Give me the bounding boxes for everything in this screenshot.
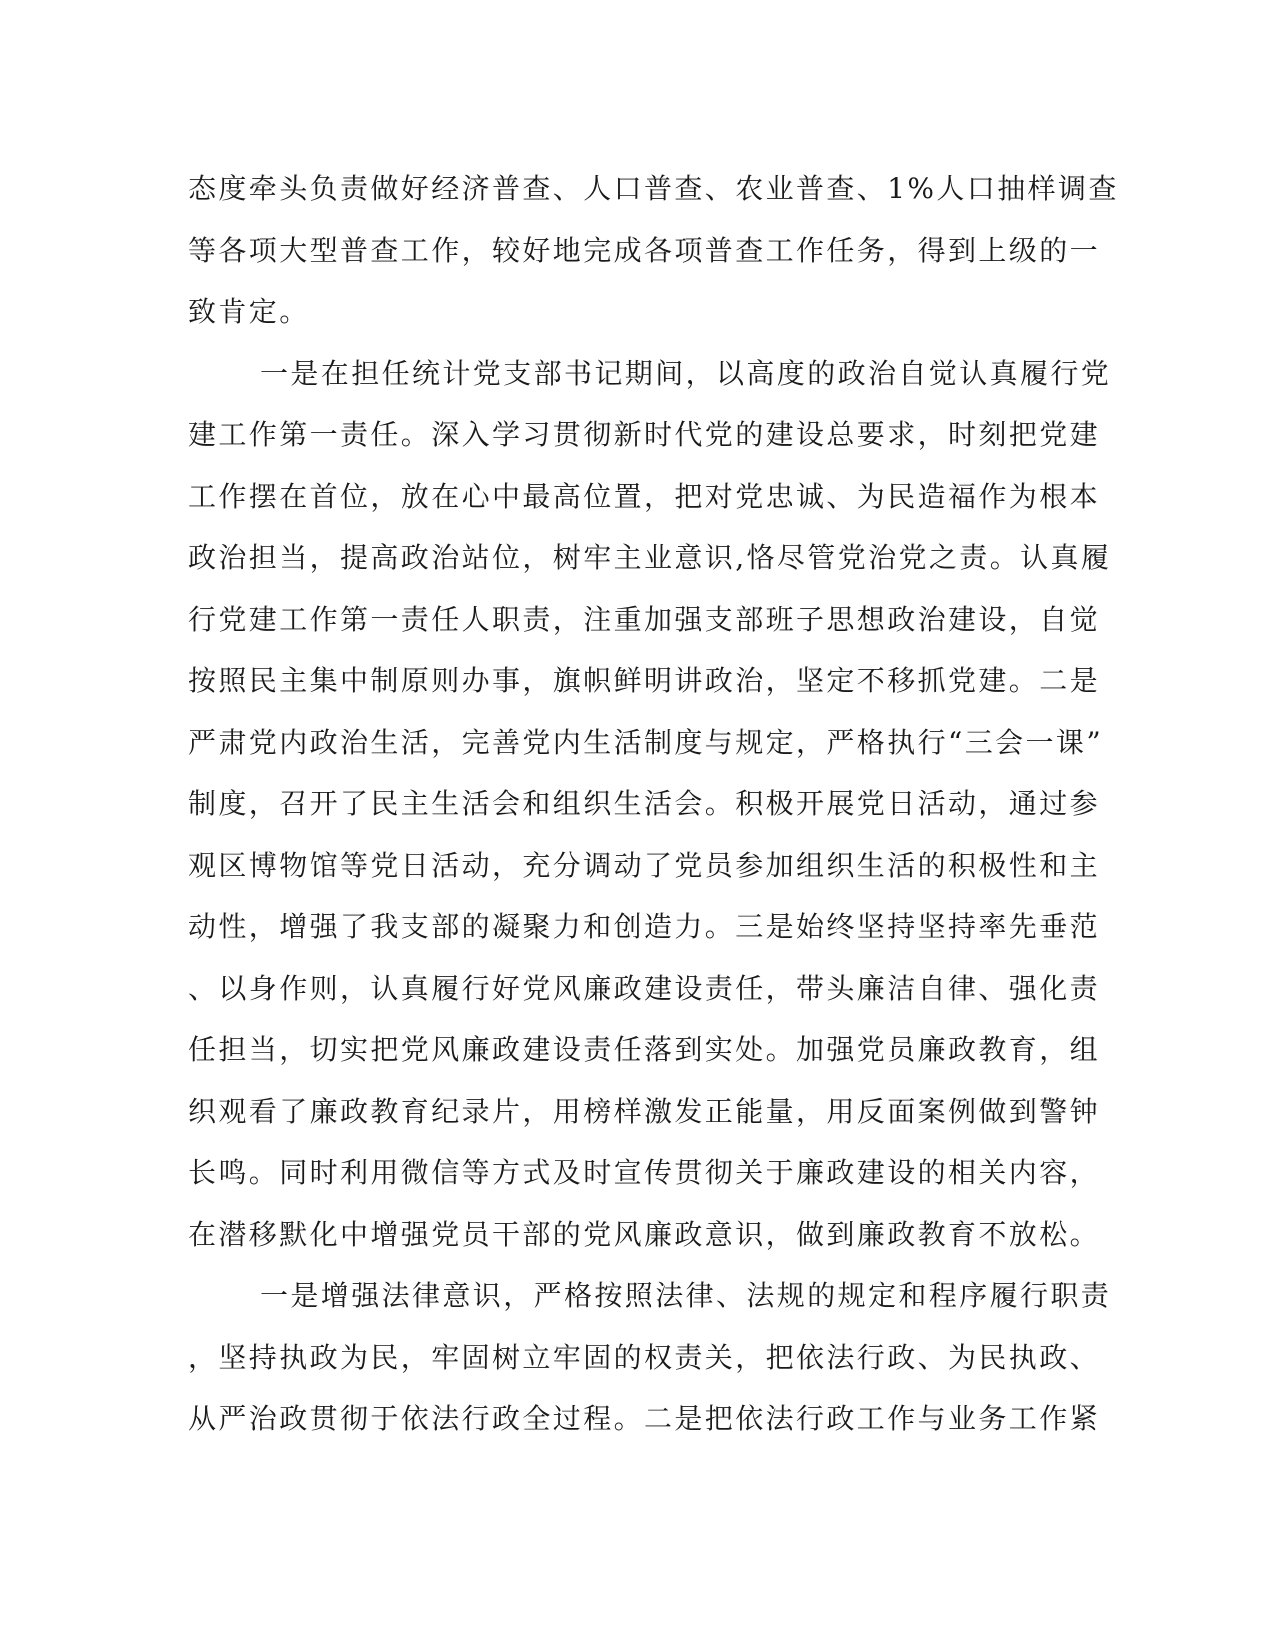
text-line: 长鸣。同时利用微信等方式及时宣传贯彻关于廉政建设的相关内容， [188,1156,1101,1189]
text-line: 等各项大型普查工作，较好地完成各项普查工作任务，得到上级的一 [188,233,1101,267]
paragraph-3 [188,1265,1112,1450]
text-line: 制度，召开了民主生活会和组织生活会。积极开展党日活动，通过参 [188,787,1101,820]
text-line: 织观看了廉政教育纪录片，用榜样激发正能量，用反面案例做到警钟 [188,1094,1101,1128]
text-line: 致肯定。 [188,295,310,328]
text-line: 行党建工作第一责任人职责，注重加强支部班子思想政治建设，自觉 [188,602,1101,636]
text-line: 从严治政贯彻于依法行政全过程。二是把依法行政工作与业务工作紧 [188,1402,1101,1435]
text-line: 一是增强法律意识，严格按照法律、法规的规定和程序履行职责 [260,1279,1112,1312]
text-line: 按照民主集中制原则办事，旗帜鲜明讲政治，坚定不移抓党建。二是 [188,664,1101,697]
paragraph-2 [188,343,1112,1266]
text-line: 观区博物馆等党日活动，充分调动了党员参加组织生活的积极性和主 [188,848,1101,882]
text-line: ，坚持执政为民，牢固树立牢固的权责关，把依法行政、为民执政、 [188,1340,1101,1374]
text-line: 、以身作则，认真履行好党风廉政建设责任，带头廉洁自律、强化责 [188,971,1101,1005]
paragraph-1 [188,158,1119,343]
text-line: 在潜移默化中增强党员干部的党风廉政意识，做到廉政教育不放松。 [188,1217,1101,1251]
text-line: 工作摆在首位，放在心中最高位置，把对党忠诚、为民造福作为根本 [188,479,1101,513]
text-line: 建工作第一责任。深入学习贯彻新时代党的建设总要求，时刻把党建 [188,418,1101,451]
text-line: 政治担当，提高政治站位，树牢主业意识,恪尽管党治党之责。认真履 [188,541,1112,574]
text-line: 一是在担任统计党支部书记期间，以高度的政治自觉认真履行党 [260,356,1112,390]
text-line: 严肃党内政治生活，完善党内生活制度与规定，严格执行“三会一课” [188,725,1104,759]
text-line: 动性，增强了我支部的凝聚力和创造力。三是始终坚持坚持率先垂范 [188,910,1101,943]
document-body [188,158,1119,1450]
text-line: 任担当，切实把党风廉政建设责任落到实处。加强党员廉政教育，组 [188,1033,1101,1066]
text-line: 态度牵头负责做好经济普查、人口普查、农业普查、1%人口抽样调查 [188,172,1119,205]
